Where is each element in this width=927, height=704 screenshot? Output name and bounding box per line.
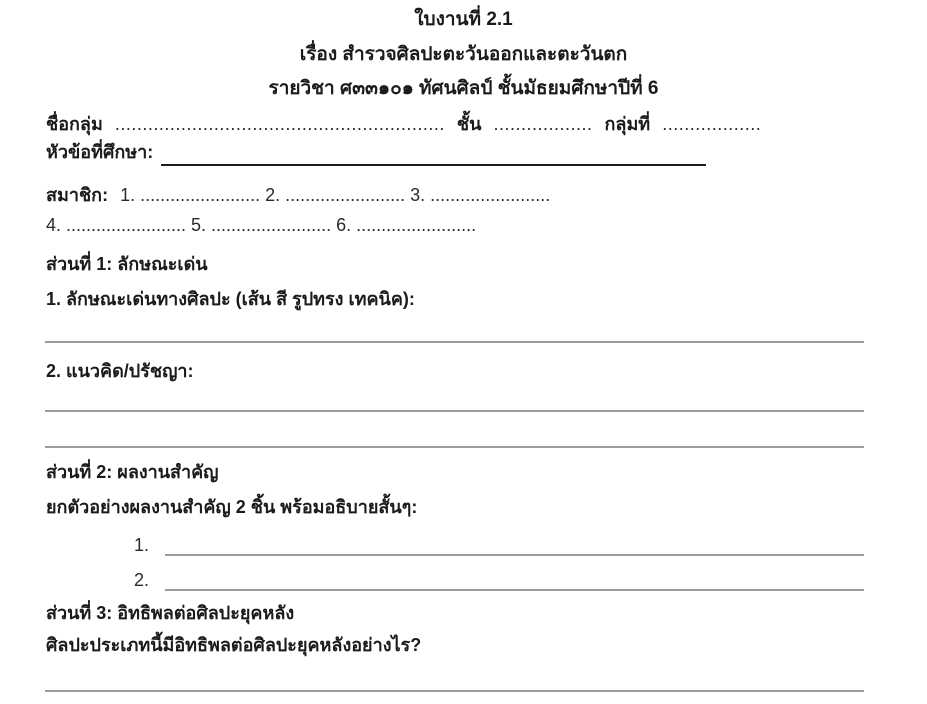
part3-question: ศิลปะประเภทนี้มีอิทธิพลต่อศิลปะยุคหลังอย่างไร?: [46, 635, 422, 655]
part2-item2-blank-line: [165, 573, 864, 591]
members-blanks-1-3: 1. ........................ 2. ........................ 3. ........................: [120, 185, 551, 205]
group-number-blank: ..................: [662, 114, 762, 134]
topic-blank-line: [161, 140, 706, 166]
topic-row: [46, 139, 706, 166]
part2-item-2: [134, 570, 864, 591]
members-row-1: [46, 180, 550, 209]
answer-line-3: [45, 446, 864, 448]
answer-line-1: [45, 341, 864, 343]
part2-item-1: [134, 535, 864, 556]
class-blank: ..................: [493, 114, 593, 134]
group-info-row: [46, 109, 761, 138]
worksheet-title: ใบงานที่ 2.1: [414, 9, 513, 30]
answer-line-2: [45, 410, 864, 412]
group-name-blank: ............................................................: [114, 114, 445, 134]
members-label: สมาชิก:: [46, 185, 109, 205]
group-number-label: กลุ่มที่: [604, 114, 651, 134]
answer-line-4: [45, 690, 864, 692]
part2-item1-blank-line: [165, 538, 864, 556]
part2-prompt: ยกตัวอย่างผลงานสำคัญ 2 ชิ้น พร้อมอธิบายสั้นๆ:: [46, 497, 418, 517]
class-label: ชั้น: [456, 114, 482, 134]
part3-heading: ส่วนที่ 3: อิทธิพลต่อศิลปะยุคหลัง: [46, 603, 295, 623]
topic-label: หัวข้อที่ศึกษา:: [46, 142, 154, 162]
part2-item2-number: 2.: [134, 570, 150, 590]
part1-heading: ส่วนที่ 1: ลักษณะเด่น: [46, 254, 208, 274]
part1-question2: 2. แนวคิด/ปรัชญา:: [46, 361, 194, 381]
subject-line: เรื่อง สำรวจศิลปะตะวันออกและตะวันตก: [299, 44, 628, 65]
members-blanks-4-6: 4. ........................ 5. ........................ 6. ........................: [46, 215, 477, 235]
group-name-label: ชื่อกลุ่ม: [46, 114, 103, 134]
part2-item1-number: 1.: [134, 535, 150, 555]
course-line: รายวิชา ศ๓๓๑๐๑ ทัศนศิลป์ ชั้นมัธยมศึกษาปีที่ 6: [268, 78, 659, 99]
part1-question1: 1. ลักษณะเด่นทางศิลปะ (เส้น สี รูปทรง เทคนิค):: [46, 289, 415, 309]
part2-heading: ส่วนที่ 2: ผลงานสำคัญ: [46, 462, 219, 482]
